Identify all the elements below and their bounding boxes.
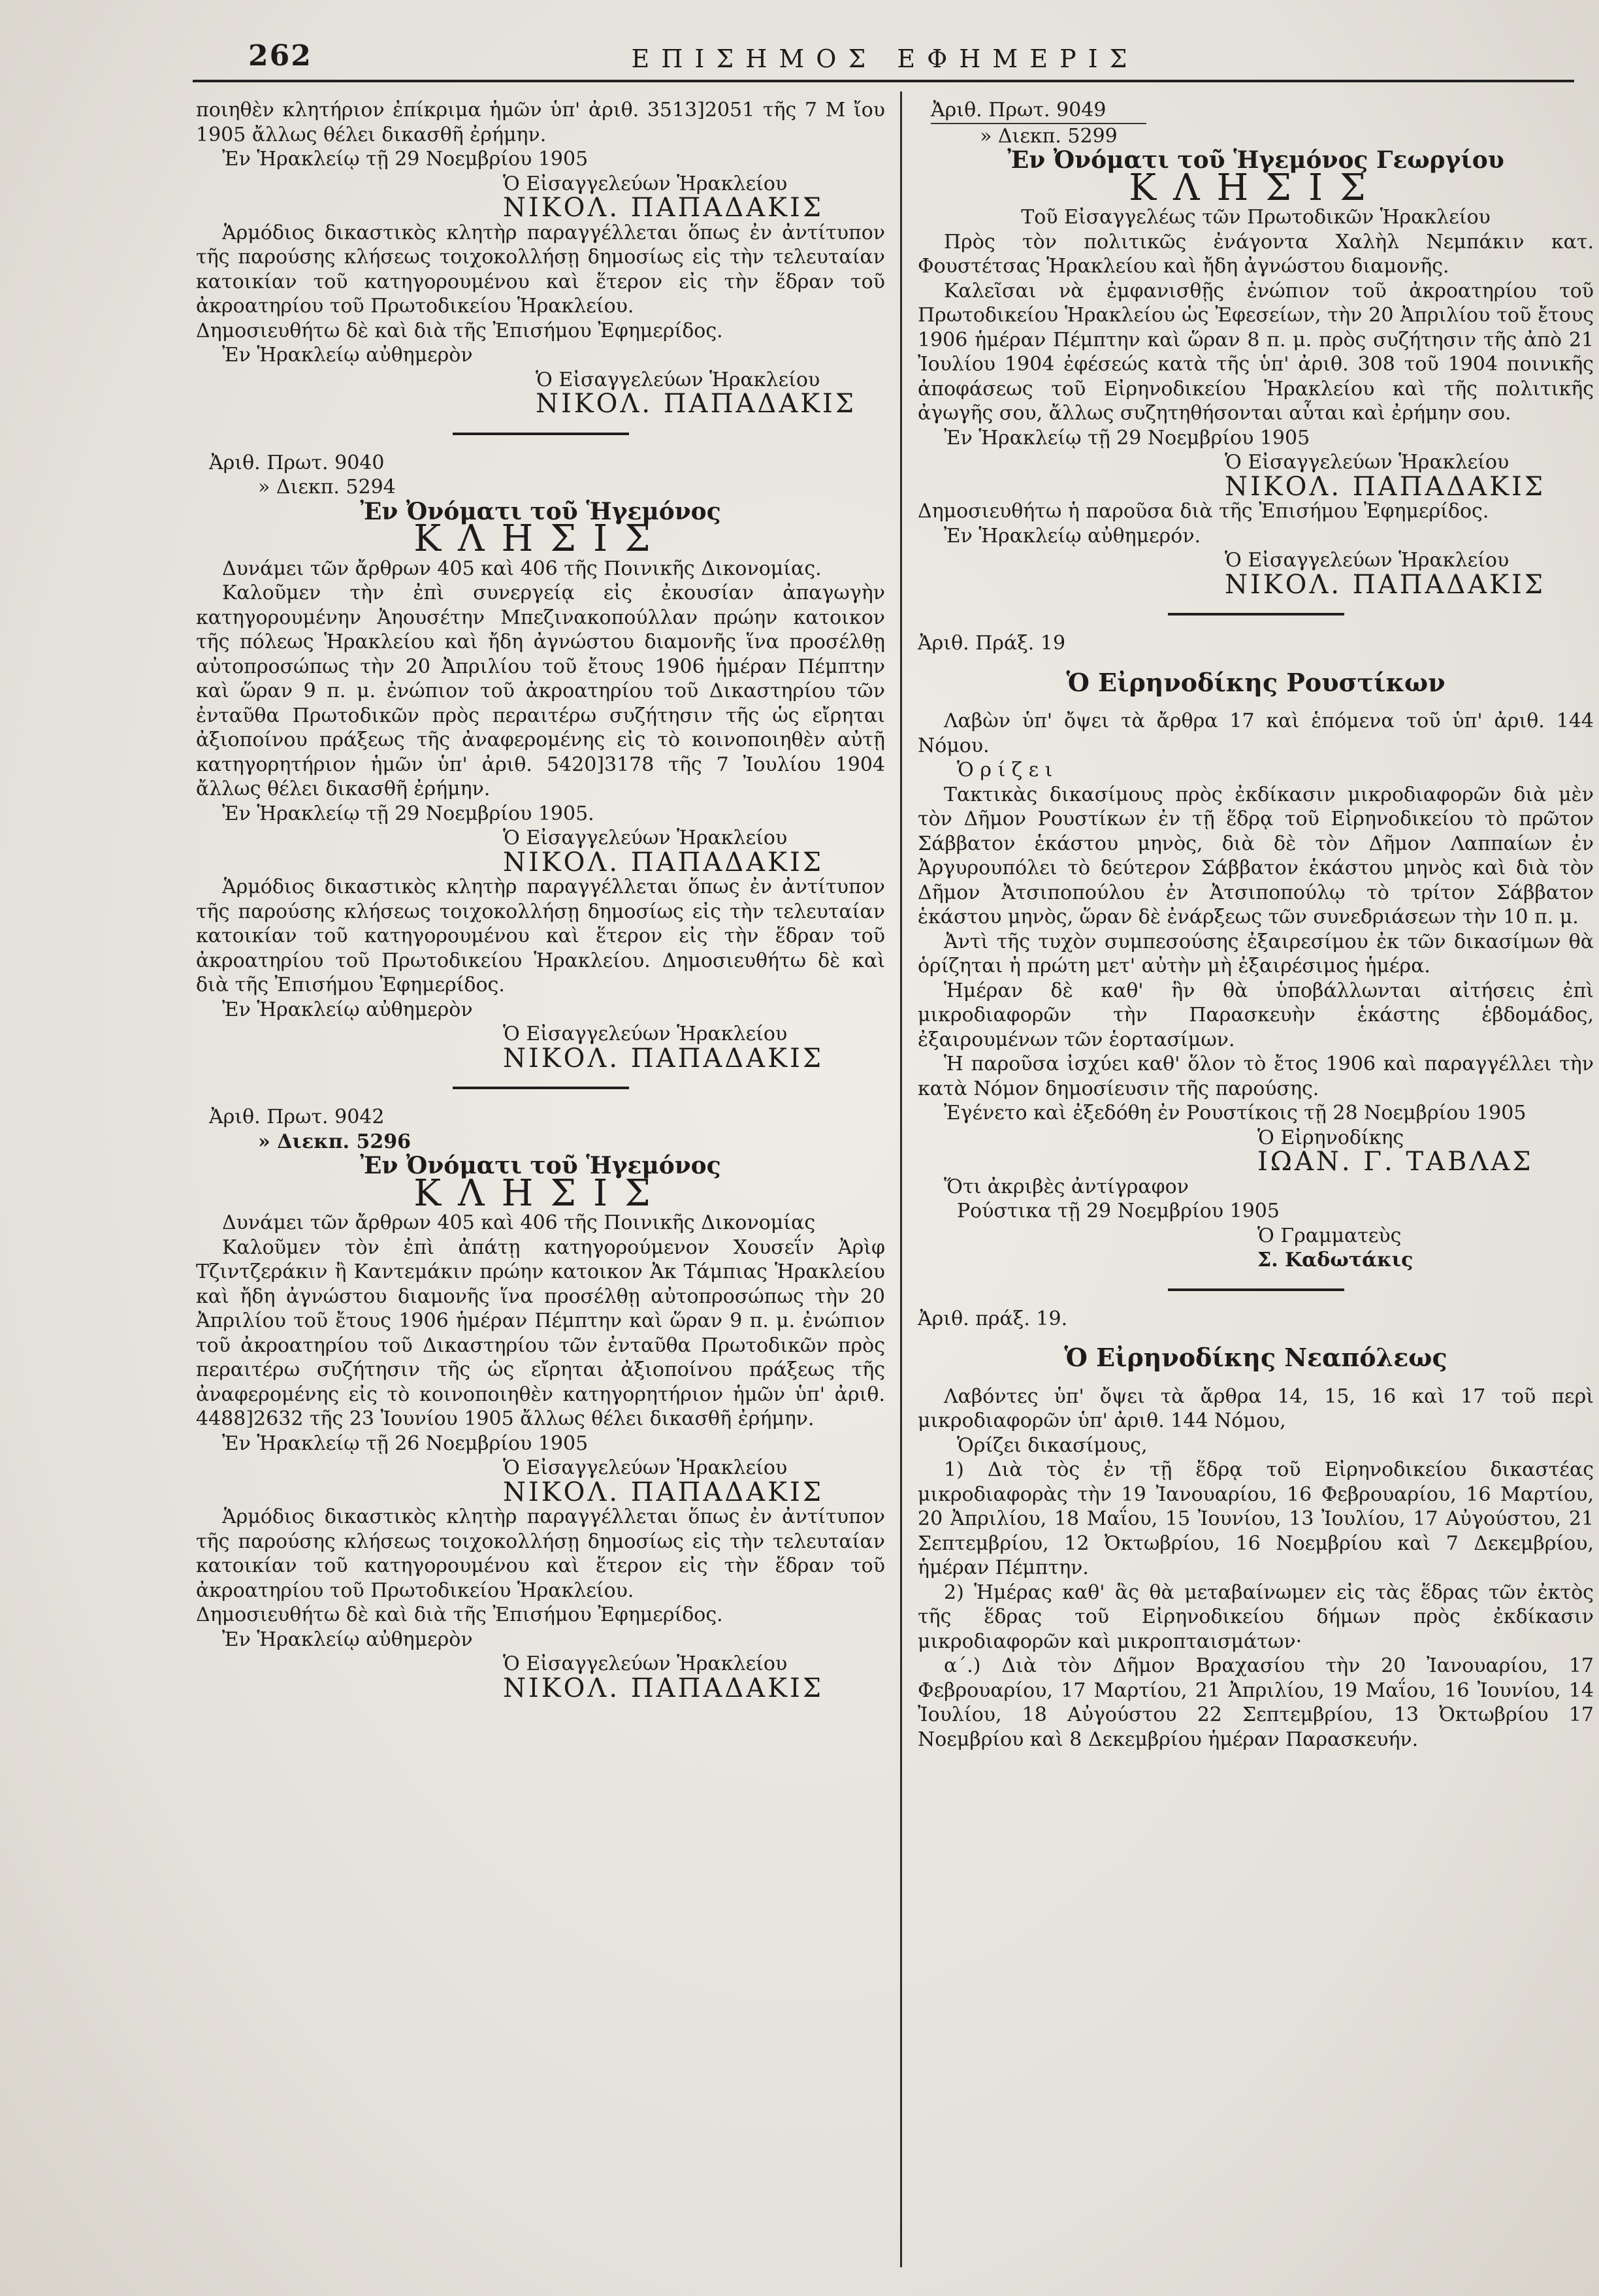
copy-date: Ρούστικα τῇ 29 Νοεμβρίου 1905 [957, 1200, 1280, 1222]
summons-body: Καλοῦμεν τὴν ἐπὶ συνεργείᾳ εἰς ἐκουσίαν ἀπαγωγὴν κατηγορουμένην Ἀηουσέτην Μπεζινακοπούλλαν πρώην κατοικον τῆς πόλεως Ἡρακλείου καὶ ἤδη ἀγνώστου διαμονῆς ἵνα προσέλθῃ αὐτοπροσώπως τὴν 20 Ἀπριλίου τοῦ ἔτους 1906 ἡμέραν Πέμπτην καὶ ὥραν 9 π. μ. ἐνώπιον τοῦ ἀκροατηρίου τοῦ Δικαστηρίου τῶν ἐνταῦθα Πρωτοδικῶν πρὸς περαιτέρω συζήτησιν τῆς ὡς εἴρηται ἀξιοποίνου πράξεως τῆς ἀναφερομένης εἰς τὸ κοινοποιηθὲν αὐτῇ κατηγορητήριον ἡμῶν ὑπ' ἀριθ. 5420]3178 τῆς 7 Ἰουλίου 1904 ἄλλως θέλει δικασθῆ ἐρήμην. [196, 582, 885, 800]
publication-order: Δημοσιευθήτω δὲ καὶ διὰ τῆς Ἐπισήμου Ἐφημερίδος. [196, 1603, 723, 1626]
court-heading: Ὁ Εἰρηνοδίκης Ρουστίκων [1066, 667, 1446, 697]
decree-item: 1) Διὰ τὸς ἐν τῇ ἕδρᾳ τοῦ Εἰρηνοδικείου δικαστέας μικροδιαφορὰς τὴν 19 Ἰανουαρίου, 16 Φεβρουαρίου, 16 Μαρτίου, 20 Ἀπριλίου, 18 Μαΐου, 15 Ἰουνίου, 13 Ἰουλίου, 17 Αὐγούστου, 21 Σεπτεμβρίου, 12 Ὀκτωβρίου, 16 Νοεμβρίου καὶ 7 Δεκεμβρίου, ἡμέραν Πέμπτην. [918, 1458, 1594, 1579]
dispatch-number: » Διεκπ. 5299 [980, 124, 1118, 148]
notice-date: Ἐν Ἡρακλείῳ τῇ 26 Νοεμβρίου 1905 [222, 1432, 589, 1455]
certified-copy: Ὅτι ἀκριβὲς ἀντίγραφον [944, 1175, 1189, 1198]
legal-basis: Δυνάμει τῶν ἄρθρων 405 καὶ 406 τῆς Ποινικῆς Δικονομίας [222, 1211, 816, 1234]
invocation-heading: Ἐν Ὀνόματι τοῦ Ἡγεμόνος [360, 1152, 721, 1179]
signatory-name: ΝΙΚΟΛ. ΠΑΠΑΔΑΚΙΣ [503, 1043, 824, 1074]
protocol-number: Ἀριθ. Πρωτ. 9042 [209, 1106, 385, 1128]
invocation-heading: Ἐν Ὀνόματι τοῦ Ἡγεμόνος [360, 497, 721, 525]
clerk-name: Σ. Καδωτάκις [1257, 1249, 1413, 1271]
court-heading: Ὁ Εἰρηνοδίκης Νεαπόλεως [1064, 1343, 1447, 1372]
service-instruction: Ἁρμόδιος δικαστικὸς κλητὴρ παραγγέλλεται ὅπως ἐν ἀντίτυπον τῆς παρούσης κλήσεως τοιχοκολλήσῃ δημοσίως εἰς τὴν τελευταίαν κατοικίαν τοῦ κατηγορουμένου καὶ ἕτερον εἰς τὴν ἕδραν τοῦ ἀκροατηρίου τοῦ Πρωτοδικείου Ἡρακλείου. Δημοσιευθήτω δὲ καὶ διὰ τῆς Ἐπισήμου Ἐφημερίδος. [196, 876, 885, 996]
act-number: Ἀριθ. Πράξ. 19 [918, 632, 1066, 655]
clerk-title: Ὁ Γραμματεὺς [1257, 1224, 1402, 1247]
service-instruction: Ἁρμόδιος δικαστικὸς κλητὴρ παραγγέλλεται ὅπως ἐν ἀντίτυπον τῆς παρούσης κλήσεως τοιχοκολλήσῃ δημοσίως εἰς τὴν τελευταίαν κατοικίαν τοῦ κατηγορουμένου καὶ ἕτερον εἰς τὴν ἕδραν τοῦ ἀκροατηρίου τοῦ Πρωτοδικείου Ἡρακλείου. [196, 221, 885, 318]
decree-orizei: Ὁρίζει δικασίμους, [957, 1434, 1148, 1457]
summons-title: ΚΛΗΣΙΣ [1129, 166, 1383, 209]
section-separator [453, 433, 629, 435]
right-column [918, 98, 1594, 1752]
signatory-name: ΝΙΚΟΛ. ΠΑΠΑΔΑΚΙΣ [503, 1477, 824, 1507]
decree-subitem: α΄.) Διὰ τὸν Δῆμον Βραχασίου τὴν 20 Ἰανουαρίου, 17 Φεβρουαρίου, 17 Μαρτίου, 21 Ἀπριλίου, 19 Μαΐου, 16 Ἰουνίου, 14 Ἰουλίου, 18 Αὐγούστου 22 Σεπτεμβρίου, 13 Ὀκτωβρίου 17 Νοεμβρίου καὶ 8 Δεκεμβρίου ἡμέραν Παρασκευήν. [918, 1654, 1594, 1751]
decree-paragraph: Τακτικὰς δικασίμους πρὸς ἐκδίκασιν μικροδιαφορῶν διὰ μὲν τὸν Δῆμον Ρουστίκων ἐν τῇ ἕδρᾳ τοῦ Εἰρηνοδικείου τὸ πρῶτον Σάββατον ἑκάστου μηνὸς, διὰ δὲ τὸν Δῆμον Λαππαίων ἐν Ἀργυρουπόλει τὸ δεύτερον Σάββατον ἑκάστου μηνὸς καὶ διὰ τὸν Δῆμον Ἀτσιποπούλου ἐν Ἀτσιποπούλῳ τὸ τρίτον Σάββατον ἑκάστου μηνὸς, ὥραν δὲ ἐνάρξεως τῶν συνεδριάσεων τὴν 10 π. μ. [918, 783, 1594, 928]
signatory-title: Ὁ Εἰσαγγελεύων Ἡρακλείου [503, 1652, 788, 1675]
dispatch-number: » Διεκπ. 5294 [258, 476, 396, 499]
notice-date: Ἐν Ἡρακλείῳ τῇ 29 Νοεμβρίου 1905 [944, 426, 1310, 450]
decree-intro: Λαβόντες ὑπ' ὄψει τὰ ἄρθρα 14, 15, 16 καὶ 17 τοῦ περὶ μικροδιαφορῶν ὑπ' ἀριθ. 144 Νόμου, [918, 1385, 1594, 1432]
act-number: Ἀριθ. πράξ. 19. [918, 1307, 1068, 1330]
signatory-title: Ὁ Εἰσαγγελεύων Ἡρακλείου [1225, 549, 1510, 572]
gazette-title: ΕΠΙΣΗΜΟΣ ΕΦΗΜΕΡΙΣ [631, 44, 1139, 73]
same-day-date: Ἐν Ἡρακλείῳ αὐθημερὸν [222, 344, 473, 367]
summons-title: ΚΛΗΣΙΣ [413, 517, 668, 560]
signatory-title: Ὁ Εἰρηνοδίκης [1257, 1126, 1404, 1149]
signatory-title: Ὁ Εἰσαγγελεύων Ἡρακλείου [503, 172, 788, 195]
decree-orizei: Ὁ ρ ί ζ ε ι [957, 759, 1053, 781]
publication-order: Δημοσιευθήτω δὲ καὶ διὰ τῆς Ἐπισήμου Ἐφημερίδος. [196, 319, 723, 342]
publication-order: Δημοσιευθήτω ἡ παροῦσα διὰ τῆς Ἐπισήμου Ἐφημερίδος. [918, 500, 1489, 523]
issuer-line: Τοῦ Εἰσαγγελέως τῶν Πρωτοδικῶν Ἡρακλείου [1021, 206, 1491, 229]
addressee: Πρὸς τὸν πολιτικῶς ἐνάγοντα Χαλὴλ Νεμπάκιν κατ. Φουστέτσας Ἡρακλείου καὶ ἤδη ἀγνώστου διαμονῆς. [918, 230, 1594, 278]
issuance-line: Ἐγένετο καὶ ἐξεδόθη ἐν Ρουστίκοις τῇ 28 Νοεμβρίου 1905 [944, 1102, 1526, 1124]
page-header [196, 39, 1574, 85]
signatory-name: ΙΩΑΝ. Γ. ΤΑΒΛΑΣ [1257, 1147, 1534, 1177]
decree-intro: Λαβὼν ὑπ' ὄψει τὰ ἄρθρα 17 καὶ ἑπόμενα τοῦ ὑπ' ἀριθ. 144 Νόμου. [918, 710, 1594, 757]
summons-title: ΚΛΗΣΙΣ [413, 1172, 668, 1215]
left-column [196, 98, 885, 1701]
signatory-title: Ὁ Εἰσαγγελεύων Ἡρακλείου [503, 827, 788, 849]
invocation-heading: Ἐν Ὀνόματι τοῦ Ἡγεμόνος Γεωργίου [1007, 146, 1504, 174]
decree-paragraph: Ἡμέραν δὲ καθ' ἣν θὰ ὑποβάλλωνται αἰτήσεις ἐπὶ μικροδιαφορῶν τὴν Παρασκευὴν ἑκάστης ἑβδομάδος, ἐξαιρουμένων τῶν ἑορτασίμων. [918, 979, 1594, 1051]
signatory-title: Ὁ Εἰσαγγελεύων Ἡρακλείου [503, 1023, 788, 1045]
protocol-number [196, 451, 885, 476]
decree-item: 2) Ἡμέρας καθ' ἃς θὰ μεταβαίνωμεν εἰς τὰς ἕδρας τῶν ἐκτὸς τῆς ἕδρας τοῦ Εἰρηνοδικείου δήμων πρὸς ἐκδίκασιν μικροδιαφορῶν καὶ μικροπταισμάτων· [918, 1581, 1594, 1653]
signatory-name: ΝΙΚΟΛ. ΠΑΠΑΔΑΚΙΣ [503, 1673, 824, 1703]
signatory-title: Ὁ Εἰσαγγελεύων Ἡρακλείου [503, 1456, 788, 1479]
decree-paragraph: Ἡ παροῦσα ἰσχύει καθ' ὅλον τὸ ἔτος 1906 καὶ παραγγέλλει τὴν κατὰ Νόμον δημοσίευσιν τῆς παρούσης. [918, 1053, 1594, 1100]
protocol-number [918, 98, 1594, 124]
summons-body: Καλεῖσαι νὰ ἐμφανισθῇς ἐνώπιον τοῦ ἀκροατηρίου τοῦ Πρωτοδικείου Ἡρακλείου ὡς Ἐφεσείων, τὴν 20 Ἀπριλίου τοῦ ἔτους 1906 ἡμέραν Πέμπτην καὶ ὥραν 8 π. μ. πρὸς συζήτησιν τῆς ἀπὸ 21 Ἰουλίου 1904 ἐφέσεώς κατὰ τῆς ὑπ' ἀριθ. 308 τοῦ 1904 ποινικῆς ἀποφάσεως τοῦ Εἰρηνοδικείου Ἡρακλείου καὶ τῆς πολιτικῆς ἀγωγῆς σου, ἄλλως συζητηθήσονται αὗται καὶ ἐρήμην σου. [918, 279, 1594, 425]
signatory-title: Ὁ Εἰσαγγελεύων Ἡρακλείου [1225, 451, 1510, 474]
signatory-name: ΝΙΚΟΛ. ΠΑΠΑΔΑΚΙΣ [1225, 471, 1546, 502]
same-day-date: Ἐν Ἡρακλείῳ αὐθημερὸν [222, 998, 473, 1021]
service-instruction: Ἁρμόδιος δικαστικὸς κλητὴρ παραγγέλλεται ὅπως ἐν ἀντίτυπον τῆς παρούσης κλήσεως τοιχοκολλήσῃ δημοσίως εἰς τὴν τελευταίαν κατοικίαν τοῦ κατηγορουμένου καὶ ἕτερον εἰς τὴν ἕδραν τοῦ ἀκροατηρίου τοῦ Πρωτοδικείου Ἡρακλείου. [196, 1505, 885, 1602]
dispatch-number: » Διεκπ. 5296 [258, 1130, 412, 1153]
protocol-number-text: Ἀριθ. Πρωτ. 9040 [209, 451, 385, 474]
summons-body: Καλοῦμεν τὸν ἐπὶ ἀπάτῃ κατηγορούμενον Χουσεΐν Ἀρὶφ Τζιντζεράκιν ἢ Καντεμάκιν πρώην κατοικον Ἀκ Τάμπιας Ἡρακλείου καὶ ἤδη ἀγνώστου διαμονῆς ἵνα προσέλθῃ αὐτοπροσώπως τὴν 20 Ἀπριλίου τοῦ ἔτους 1906 ἡμέραν Πέμπτην καὶ ὥραν 9 π. μ. ἐνώπιον τοῦ ἀκροατηρίου τοῦ Δικαστηρίου τῶν ἐνταῦθα Πρωτοδικῶν πρὸς περαιτέρω συζήτησιν τῆς ὡς εἴρηται ἀξιοποίνου πράξεως τῆς ἀναφερομένης εἰς τὸ κοινοποιηθὲν κατηγορητήριον ἡμῶν ὑπ' ἀριθ. 4488]2632 τῆς 23 Ἰουνίου 1905 ἄλλως θέλει δικασθῆ ἐρήμην. [196, 1236, 885, 1430]
notice-continuation: ποιηθὲν κλητήριον ἐπίκριμα ἡμῶν ὑπ' ἀριθ. 3513]2051 τῆς 7 Μ ἴου 1905 ἄλλως θέλει δικασθῆ ἐρήμην. [196, 99, 885, 146]
signatory-name: ΝΙΚΟΛ. ΠΑΠΑΔΑΚΙΣ [536, 389, 857, 419]
section-separator [1168, 613, 1344, 615]
page-number: 262 [248, 39, 312, 73]
signatory-name: ΝΙΚΟΛ. ΠΑΠΑΔΑΚΙΣ [1225, 569, 1546, 600]
legal-basis: Δυνάμει τῶν ἄρθρων 405 καὶ 406 τῆς Ποινικῆς Δικονομίας. [222, 557, 822, 580]
same-day-date: Ἐν Ἡρακλείῳ αὐθημερόν. [944, 524, 1201, 548]
protocol-number-text: Ἀριθ. Πρωτ. 9049 [931, 98, 1146, 124]
signatory-name: ΝΙΚΟΛ. ΠΑΠΑΔΑΚΙΣ [503, 847, 824, 877]
decree-paragraph: Ἀντὶ τῆς τυχὸν συμπεσούσης ἐξαιρεσίμου ἐκ τῶν δικασίμων θὰ ὁρίζηται ἡ πρώτη μετ' αὐτὴν μὴ ἐξαιρέσιμος ἡμέρα. [918, 930, 1594, 977]
header-rule [193, 80, 1574, 82]
signatory-title: Ὁ Εἰσαγγελεύων Ἡρακλείου [536, 368, 820, 391]
notice-date: Ἐν Ἡρακλείῳ τῇ 29 Νοεμβρίου 1905 [222, 148, 589, 171]
signatory-name: ΝΙΚΟΛ. ΠΑΠΑΔΑΚΙΣ [503, 193, 824, 223]
section-separator [1168, 1288, 1344, 1291]
column-divider [900, 91, 902, 2267]
notice-date: Ἐν Ἡρακλείῳ τῇ 29 Νοεμβρίου 1905. [222, 802, 594, 825]
section-separator [453, 1087, 629, 1089]
same-day-date: Ἐν Ἡρακλείῳ αὐθημερὸν [222, 1628, 473, 1651]
